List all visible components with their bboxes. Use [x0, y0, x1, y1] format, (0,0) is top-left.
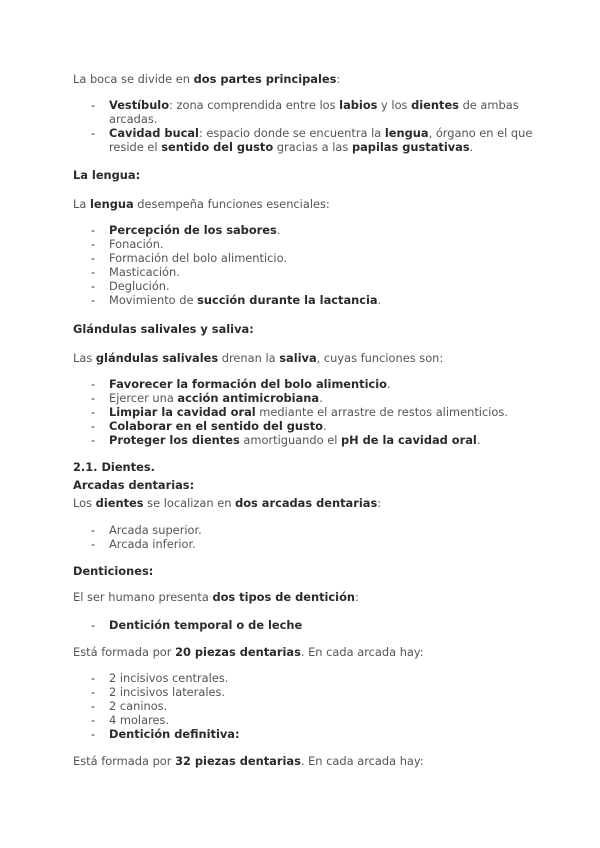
- arcadas-intro: Los dientes se localizan en dos arcadas dentarias:: [73, 496, 382, 510]
- list-item: - Ejercer una acción antimicrobiana.: [91, 391, 323, 405]
- list-item: - 2 incisivos laterales.: [91, 685, 226, 699]
- list-item: - Limpiar la cavidad oral mediante el arrastre de restos alimenticios.: [91, 405, 508, 419]
- section-heading: La lengua:: [73, 168, 141, 182]
- list-item: - 2 caninos.: [91, 699, 168, 713]
- section-heading: Denticiones:: [73, 564, 154, 578]
- list-item: - Arcada superior.: [91, 523, 202, 537]
- list-item: - Arcada inferior.: [91, 537, 196, 551]
- definitiva-paragraph: Está formada por 32 piezas dentarias. En cada arcada hay:: [73, 754, 424, 768]
- list-item: - Vestíbulo: zona comprendida entre los labios y los dientes de ambas arcadas.: [91, 98, 519, 126]
- list-item: - Movimiento de succión durante la lactancia.: [91, 293, 382, 307]
- denticiones-intro: El ser humano presenta dos tipos de dentición:: [73, 590, 359, 604]
- list-item: - 2 incisivos centrales.: [91, 671, 229, 685]
- list-item: - Cavidad bucal: espacio donde se encuentra la lengua, órgano en el que reside el sentido del gusto gracias a las papilas gustativas.: [91, 126, 533, 154]
- section-heading: Arcadas dentarias:: [73, 478, 195, 492]
- list-item: - Deglución.: [91, 279, 170, 293]
- glandulas-intro: Las glándulas salivales drenan la saliva, cuyas funciones son:: [73, 351, 444, 365]
- list-item: - Masticación.: [91, 265, 180, 279]
- list-item: - Formación del bolo alimenticio.: [91, 251, 287, 265]
- lengua-intro: La lengua desempeña funciones esenciales:: [73, 197, 330, 211]
- list-item: - Fonación.: [91, 237, 164, 251]
- list-item: - Favorecer la formación del bolo alimenticio.: [91, 377, 391, 391]
- list-item: - Dentición temporal o de leche: [91, 618, 303, 632]
- list-item: - 4 molares.: [91, 713, 170, 727]
- section-heading: Glándulas salivales y saliva:: [73, 322, 254, 336]
- list-item: - Proteger los dientes amortiguando el pH de la cavidad oral.: [91, 433, 481, 447]
- list-item: - Percepción de los sabores.: [91, 223, 281, 237]
- temporal-paragraph: Está formada por 20 piezas dentarias. En cada arcada hay:: [73, 645, 424, 659]
- section-title: 2.1. Dientes.: [73, 460, 155, 474]
- list-item: - Colaborar en el sentido del gusto.: [91, 419, 327, 433]
- list-item: - Dentición definitiva:: [91, 727, 240, 741]
- intro-paragraph: La boca se divide en dos partes principales:: [73, 72, 341, 86]
